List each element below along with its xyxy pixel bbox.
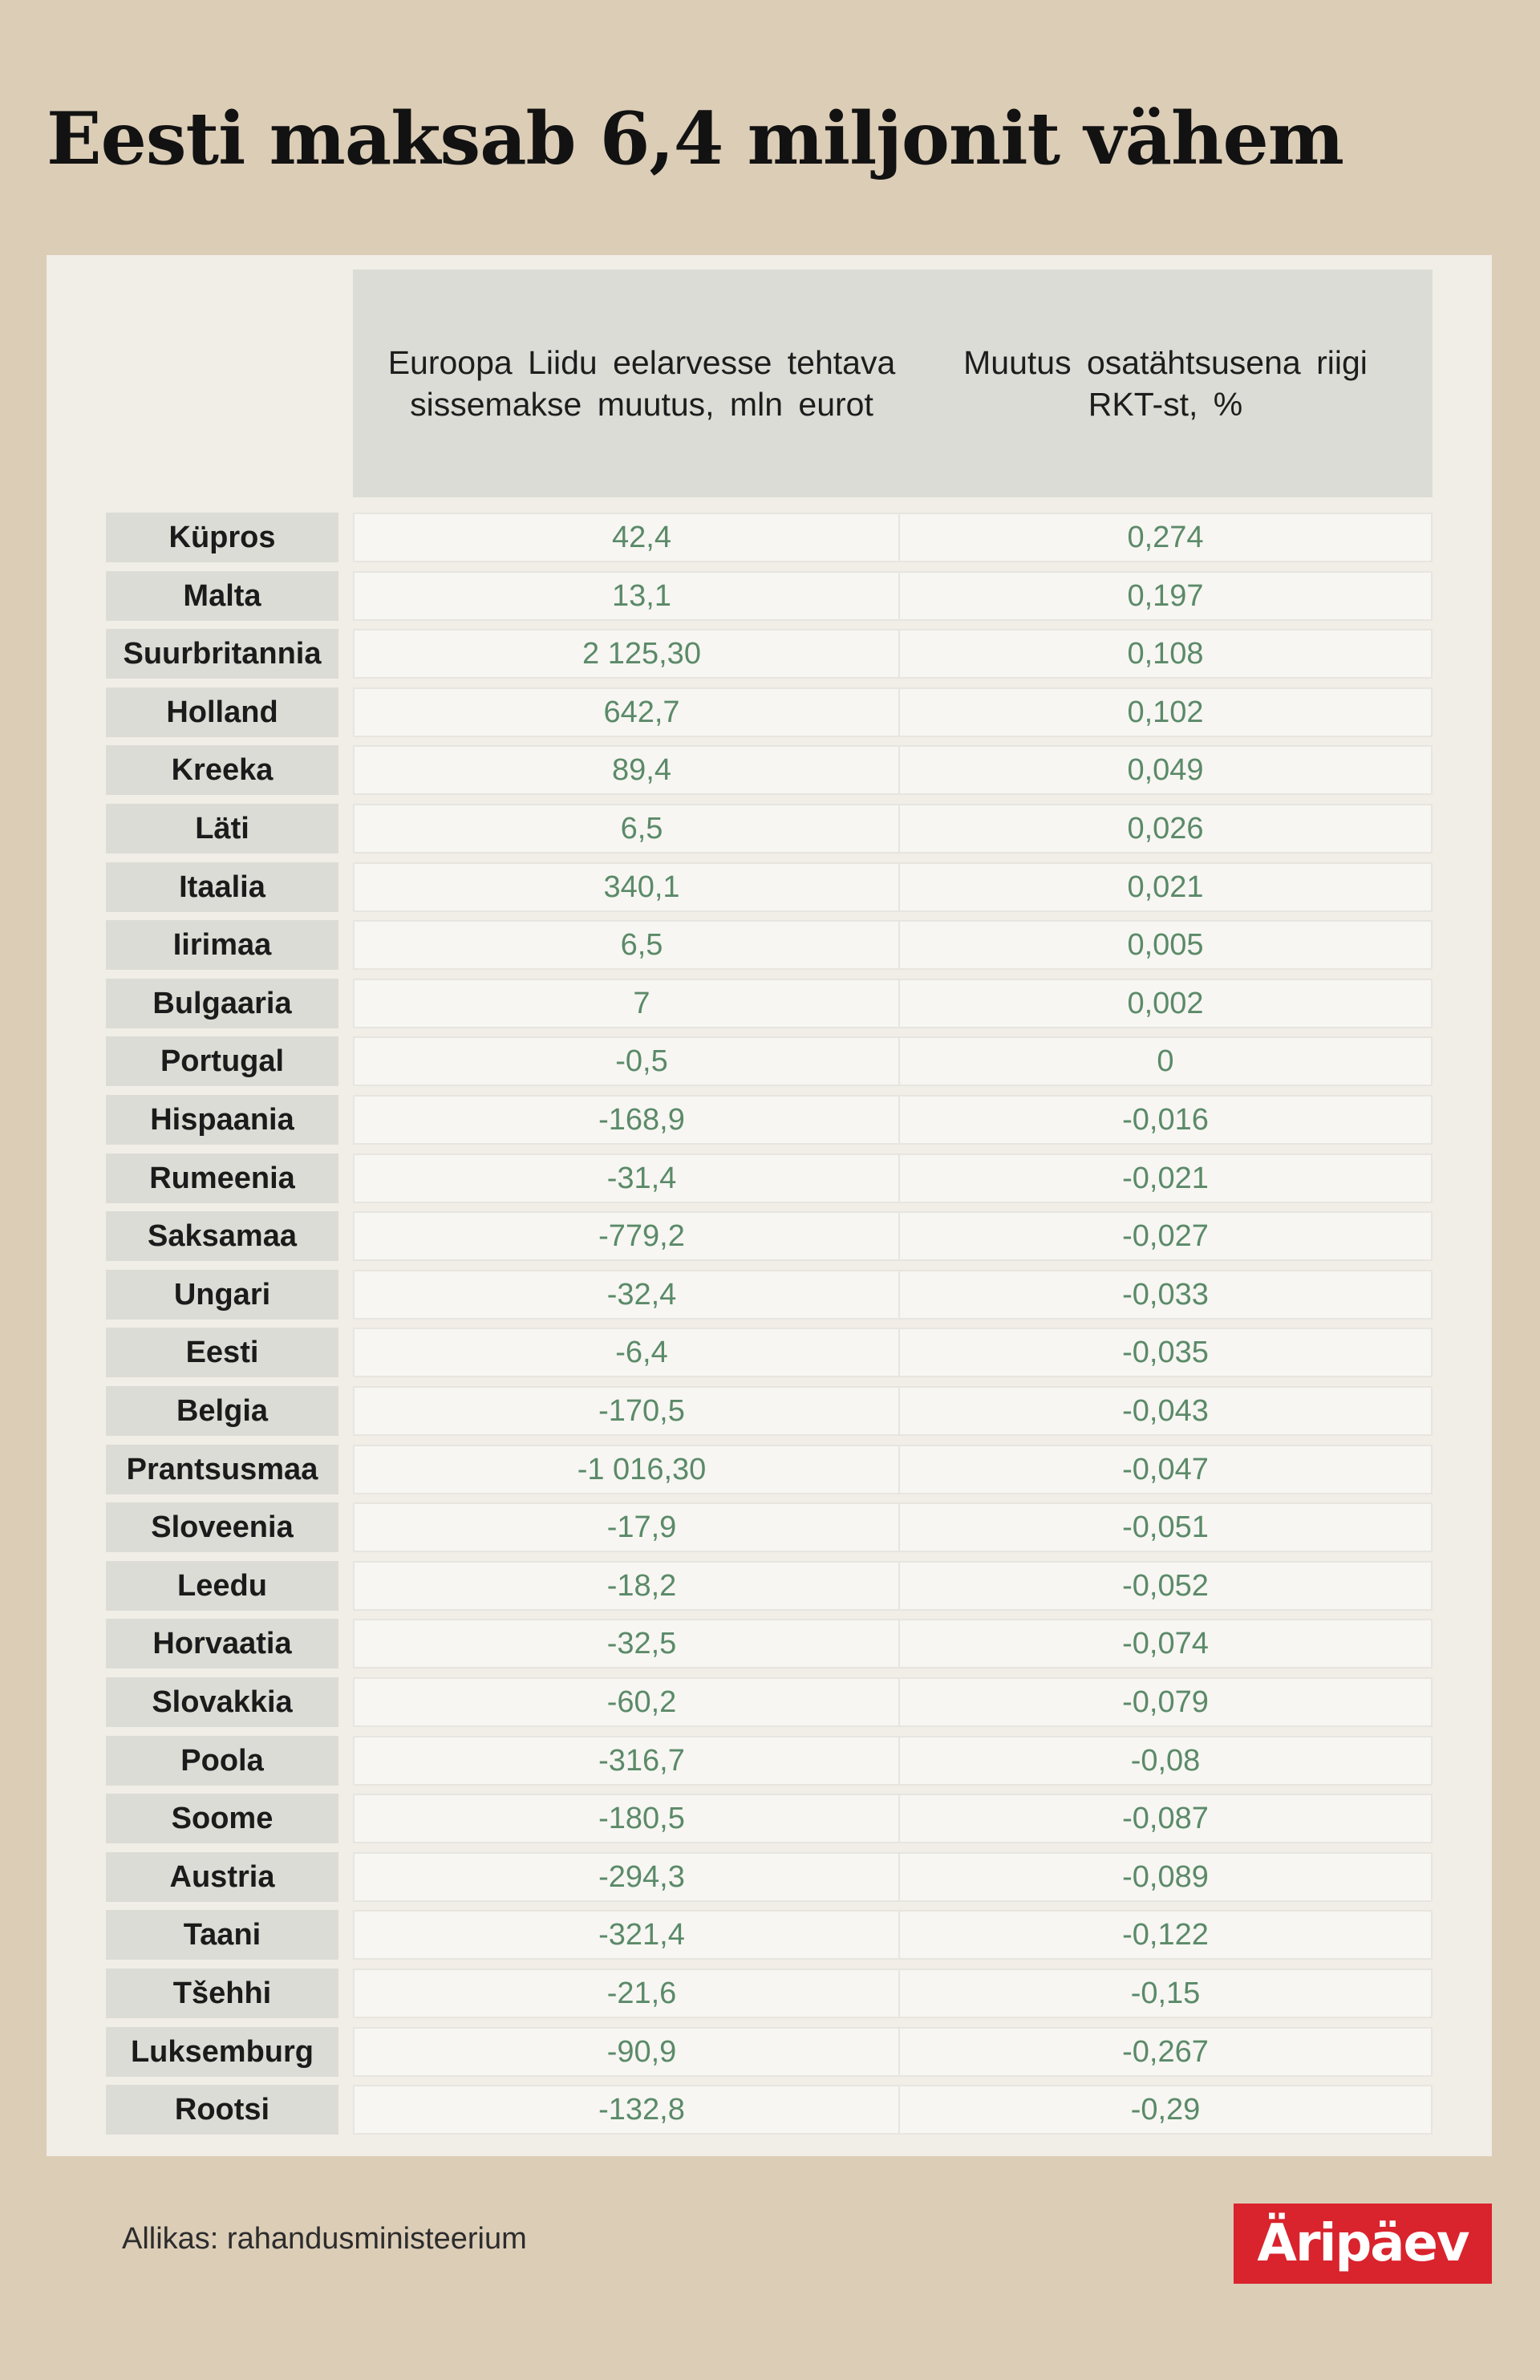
- gdp-share-change-cell: -0,043: [898, 1386, 1433, 1436]
- country-name-cell: Rootsi: [106, 2085, 338, 2135]
- gdp-share-change-cell: -0,087: [898, 1794, 1433, 1843]
- gdp-share-change-cell: 0,005: [898, 920, 1433, 970]
- table-row: [47, 1036, 1492, 1086]
- logo-text: Äripäev: [1257, 2214, 1469, 2273]
- country-name-cell: Eesti: [106, 1328, 338, 1377]
- country-name-cell: Suurbritannia: [106, 629, 338, 679]
- contribution-change-cell: -132,8: [353, 2085, 930, 2135]
- country-name-cell: Läti: [106, 804, 338, 853]
- chart-title: Eesti maksab 6,4 miljonit vähem: [47, 96, 1343, 181]
- table-row: [47, 1910, 1492, 1960]
- gdp-share-change-cell: -0,016: [898, 1095, 1433, 1145]
- gdp-share-change-cell: -0,15: [898, 1968, 1433, 2018]
- contribution-change-cell: -168,9: [353, 1095, 930, 1145]
- gdp-share-change-cell: -0,089: [898, 1852, 1433, 1902]
- table-row: [47, 862, 1492, 912]
- country-name-cell: Leedu: [106, 1561, 338, 1611]
- table-row: [47, 1445, 1492, 1494]
- gdp-share-change-cell: -0,052: [898, 1561, 1433, 1611]
- gdp-share-change-cell: -0,079: [898, 1677, 1433, 1727]
- table-row: [47, 1852, 1492, 1902]
- country-name-cell: Hispaania: [106, 1095, 338, 1145]
- country-name-cell: Iirimaa: [106, 920, 338, 970]
- contribution-change-cell: -170,5: [353, 1386, 930, 1436]
- gdp-share-change-cell: 0,274: [898, 513, 1433, 562]
- table-row: [47, 745, 1492, 795]
- table-row: [47, 1502, 1492, 1552]
- table-row: [47, 1968, 1492, 2018]
- country-name-cell: Ungari: [106, 1270, 338, 1320]
- gdp-share-change-cell: 0,026: [898, 804, 1433, 853]
- aripaev-logo: [1234, 2204, 1492, 2284]
- table-row: [47, 1095, 1492, 1145]
- contribution-change-cell: -31,4: [353, 1154, 930, 1203]
- contribution-change-cell: -316,7: [353, 1736, 930, 1786]
- country-name-cell: Küpros: [106, 513, 338, 562]
- gdp-share-change-cell: 0: [898, 1036, 1433, 1086]
- table-row: [47, 1677, 1492, 1727]
- table-row: [47, 2085, 1492, 2135]
- contribution-change-cell: 6,5: [353, 804, 930, 853]
- country-name-cell: Soome: [106, 1794, 338, 1843]
- table-row: [47, 1794, 1492, 1843]
- contribution-change-cell: 7: [353, 979, 930, 1028]
- contribution-change-cell: -18,2: [353, 1561, 930, 1611]
- gdp-share-change-cell: -0,033: [898, 1270, 1433, 1320]
- gdp-share-change-cell: -0,021: [898, 1154, 1433, 1203]
- gdp-share-change-cell: -0,035: [898, 1328, 1433, 1377]
- country-name-cell: Sloveenia: [106, 1502, 338, 1552]
- table-row: [47, 920, 1492, 970]
- column-header-contribution-change: Euroopa Liidu eelarvesse tehtava sissemakse muutus, mln eurot: [353, 270, 930, 497]
- country-name-cell: Holland: [106, 687, 338, 737]
- contribution-change-cell: -1 016,30: [353, 1445, 930, 1494]
- table-row: [47, 687, 1492, 737]
- table-row: [47, 629, 1492, 679]
- gdp-share-change-cell: -0,047: [898, 1445, 1433, 1494]
- gdp-share-change-cell: -0,027: [898, 1211, 1433, 1261]
- contribution-change-cell: -21,6: [353, 1968, 930, 2018]
- country-name-cell: Slovakkia: [106, 1677, 338, 1727]
- column-header-gdp-share-change: Muutus osatähtsusena riigi RKT-st, %: [898, 270, 1433, 497]
- contribution-change-cell: -32,5: [353, 1619, 930, 1668]
- country-name-cell: Belgia: [106, 1386, 338, 1436]
- gdp-share-change-cell: -0,267: [898, 2027, 1433, 2077]
- gdp-share-change-cell: 0,049: [898, 745, 1433, 795]
- contribution-change-cell: -17,9: [353, 1502, 930, 1552]
- source-note: Allikas: rahandusministeerium: [122, 2222, 527, 2256]
- country-name-cell: Itaalia: [106, 862, 338, 912]
- gdp-share-change-cell: -0,051: [898, 1502, 1433, 1552]
- country-name-cell: Kreeka: [106, 745, 338, 795]
- data-table: [47, 255, 1492, 2156]
- country-name-cell: Saksamaa: [106, 1211, 338, 1261]
- country-name-cell: Prantsusmaa: [106, 1445, 338, 1494]
- gdp-share-change-cell: -0,074: [898, 1619, 1433, 1668]
- contribution-change-cell: 2 125,30: [353, 629, 930, 679]
- contribution-change-cell: 13,1: [353, 571, 930, 621]
- gdp-share-change-cell: -0,122: [898, 1910, 1433, 1960]
- table-row: [47, 571, 1492, 621]
- contribution-change-cell: -32,4: [353, 1270, 930, 1320]
- country-name-cell: Austria: [106, 1852, 338, 1902]
- gdp-share-change-cell: 0,108: [898, 629, 1433, 679]
- country-name-cell: Rumeenia: [106, 1154, 338, 1203]
- contribution-change-cell: -180,5: [353, 1794, 930, 1843]
- table-row: [47, 1386, 1492, 1436]
- contribution-change-cell: 642,7: [353, 687, 930, 737]
- table-row: [47, 1561, 1492, 1611]
- gdp-share-change-cell: 0,197: [898, 571, 1433, 621]
- country-name-cell: Tšehhi: [106, 1968, 338, 2018]
- country-name-cell: Portugal: [106, 1036, 338, 1086]
- country-name-cell: Malta: [106, 571, 338, 621]
- table-row: [47, 1736, 1492, 1786]
- table-row: [47, 1270, 1492, 1320]
- country-name-cell: Horvaatia: [106, 1619, 338, 1668]
- country-name-cell: Taani: [106, 1910, 338, 1960]
- contribution-change-cell: 6,5: [353, 920, 930, 970]
- table-row: [47, 1211, 1492, 1261]
- gdp-share-change-cell: -0,08: [898, 1736, 1433, 1786]
- gdp-share-change-cell: -0,29: [898, 2085, 1433, 2135]
- table-row: [47, 979, 1492, 1028]
- contribution-change-cell: -6,4: [353, 1328, 930, 1377]
- contribution-change-cell: 89,4: [353, 745, 930, 795]
- table-row: [47, 2027, 1492, 2077]
- contribution-change-cell: -90,9: [353, 2027, 930, 2077]
- country-name-cell: Bulgaaria: [106, 979, 338, 1028]
- contribution-change-cell: 340,1: [353, 862, 930, 912]
- table-row: [47, 1154, 1492, 1203]
- contribution-change-cell: -0,5: [353, 1036, 930, 1086]
- gdp-share-change-cell: 0,021: [898, 862, 1433, 912]
- contribution-change-cell: -779,2: [353, 1211, 930, 1261]
- contribution-change-cell: 42,4: [353, 513, 930, 562]
- contribution-change-cell: -321,4: [353, 1910, 930, 1960]
- country-name-cell: Poola: [106, 1736, 338, 1786]
- table-row: [47, 1619, 1492, 1668]
- contribution-change-cell: -60,2: [353, 1677, 930, 1727]
- gdp-share-change-cell: 0,102: [898, 687, 1433, 737]
- gdp-share-change-cell: 0,002: [898, 979, 1433, 1028]
- table-row: [47, 804, 1492, 853]
- contribution-change-cell: -294,3: [353, 1852, 930, 1902]
- country-name-cell: Luksemburg: [106, 2027, 338, 2077]
- table-row: [47, 1328, 1492, 1377]
- table-row: [47, 513, 1492, 562]
